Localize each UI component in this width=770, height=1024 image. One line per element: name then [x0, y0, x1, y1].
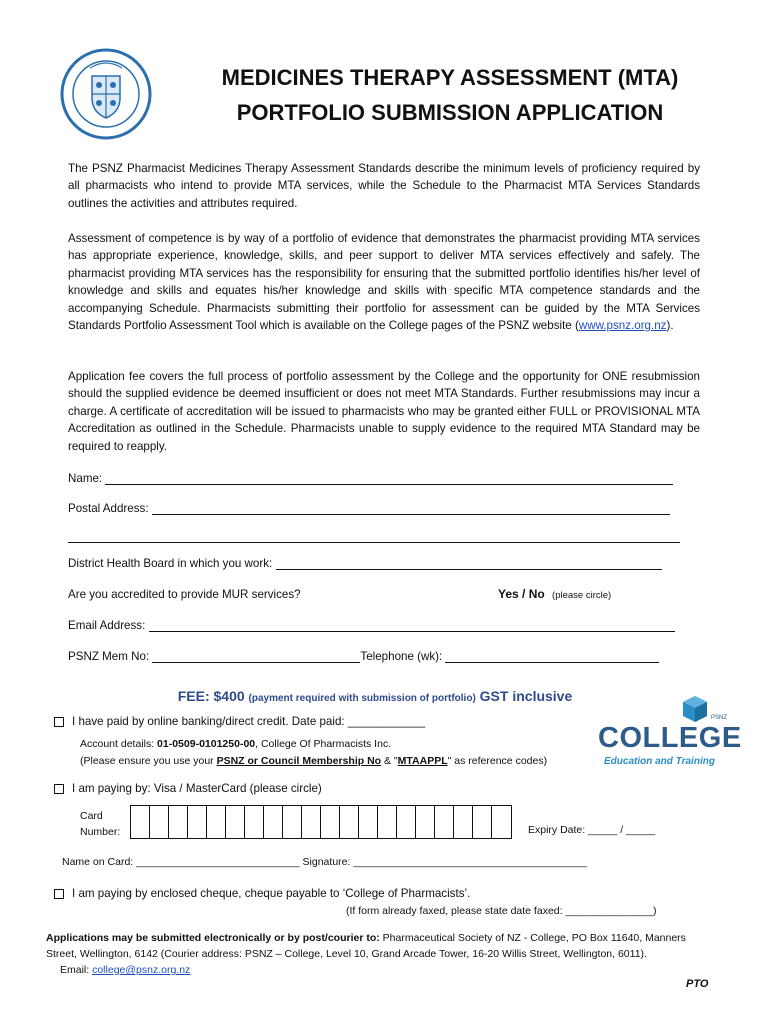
card-digit-box[interactable] — [473, 806, 492, 838]
expiry-date-field[interactable]: Expiry Date: _____ / _____ — [528, 824, 656, 836]
name-label: Name: — [68, 472, 103, 485]
card-option — [54, 782, 322, 795]
card-digit-box[interactable] — [321, 806, 340, 838]
cheque-option — [54, 887, 470, 900]
intro-paragraph: The PSNZ Pharmacist Medicines Therapy Assessment Standards describe the minimum levels of proficiency required by all pharmacists who intend to provide MTA services, while the Schedule to the Pharmacist MTA Services Standards outlines the activities and attributes required. — [68, 162, 700, 210]
email-prefix: Email: — [60, 964, 93, 976]
card-digit-box[interactable] — [302, 806, 321, 838]
online-banking-label: I have paid by online banking/direct credit. Date paid: ____________ — [72, 715, 426, 728]
card-digit-box[interactable] — [340, 806, 359, 838]
submission-heading: Applications may be submitted electronically or by post/courier to: — [46, 932, 380, 944]
mem-label: PSNZ Mem No: — [68, 650, 150, 663]
ref-suffix: " as reference codes) — [447, 755, 548, 767]
dhb-row — [68, 557, 662, 570]
assessment-text-end: ). — [666, 319, 674, 333]
college-tagline: Education and Training — [604, 756, 715, 767]
postal-address-field[interactable] — [152, 514, 670, 515]
ref-mid: & " — [381, 755, 398, 767]
name-field[interactable] — [105, 484, 673, 485]
account-prefix: Account details: — [80, 738, 158, 750]
card-digit-box[interactable] — [454, 806, 473, 838]
email-field[interactable] — [149, 631, 675, 632]
email-row — [68, 619, 675, 632]
fee-paragraph: Application fee covers the full process of portfolio assessment by the College and the opportunity for ONE resubmission should the supplied evidence be deemed insufficient or does not meet MTA Standards. Further resubmissions may incur a charge. A certificate of accreditation will be issued to pharmacists who may be granted either FULL or PROVISIONAL MTA Accreditation as outlined in the Schedule. Pharmacists unable to supply evidence to the required MTA Standard may be required to reapply. — [68, 370, 700, 453]
please-circle-hint: (please circle) — [552, 590, 612, 601]
mur-answer-row — [498, 587, 611, 601]
card-digit-box[interactable] — [378, 806, 397, 838]
card-number-label — [80, 808, 120, 840]
card-number-grid[interactable] — [130, 805, 512, 839]
card-digit-box[interactable] — [169, 806, 188, 838]
card-number-label-1: Card — [80, 810, 103, 822]
pto-note: PTO — [686, 978, 709, 990]
card-label: I am paying by: Visa / MasterCard (please circle) — [72, 782, 322, 795]
cheque-checkbox[interactable] — [54, 889, 64, 899]
account-details — [80, 738, 391, 750]
membership-row — [68, 650, 659, 663]
psnz-badge: PSNZ — [711, 715, 728, 721]
card-digit-box[interactable] — [416, 806, 435, 838]
dhb-label: District Health Board in which you work: — [68, 557, 273, 570]
card-digit-box[interactable] — [245, 806, 264, 838]
email-label: Email Address: — [68, 619, 146, 632]
name-row — [68, 472, 673, 485]
card-digit-box[interactable] — [131, 806, 150, 838]
card-digit-box[interactable] — [492, 806, 511, 838]
card-digit-box[interactable] — [359, 806, 378, 838]
postal-row — [68, 502, 670, 515]
submission-instructions — [46, 930, 686, 978]
reference-instructions — [80, 755, 547, 767]
card-digit-box[interactable] — [435, 806, 454, 838]
account-number: 01-0509-0101250-00 — [157, 738, 256, 750]
card-digit-box[interactable] — [188, 806, 207, 838]
ref-code: MTAAPPL — [397, 755, 448, 767]
cheque-label: I am paying by enclosed cheque, cheque payable to ‘College of Pharmacists’. — [72, 887, 471, 900]
fax-date-note[interactable]: (If form already faxed, please state date faxed: _______________) — [346, 905, 657, 917]
card-number-label-2: Number: — [80, 826, 121, 838]
ref-member: PSNZ or Council Membership No — [216, 755, 382, 767]
ref-prefix: (Please ensure you use your — [80, 755, 217, 767]
college-email-link[interactable]: college@psnz.org.nz — [92, 964, 191, 976]
card-digit-box[interactable] — [283, 806, 302, 838]
title-line-2: PORTFOLIO SUBMISSION APPLICATION — [236, 100, 664, 125]
account-suffix: , College Of Pharmacists Inc. — [255, 738, 392, 750]
card-digit-box[interactable] — [150, 806, 169, 838]
assessment-paragraph — [68, 230, 700, 334]
fee-gst: GST inclusive — [479, 688, 573, 704]
online-banking-checkbox[interactable] — [54, 717, 64, 727]
yes-no-choice[interactable]: Yes / No — [498, 587, 545, 601]
society-seal-logo — [60, 48, 152, 140]
title-line-1: MEDICINES THERAPY ASSESSMENT (MTA) — [221, 65, 679, 90]
dhb-field[interactable] — [276, 569, 662, 570]
telephone-field[interactable] — [445, 662, 659, 663]
online-banking-option — [54, 715, 425, 728]
college-cube-icon — [680, 694, 710, 724]
card-digit-box[interactable] — [226, 806, 245, 838]
fee-line — [0, 688, 760, 704]
card-digit-box[interactable] — [207, 806, 226, 838]
card-digit-box[interactable] — [264, 806, 283, 838]
submission-address: Pharmaceutical Society of NZ - College, PO Box 11640, Manners Street, Wellington, 6142 (Courier address: PSNZ – College, Level 10, Grand Arcade Tower, 16-20 Willis Street, Wellington, 6011). — [46, 932, 686, 960]
college-wordmark: COLLEGE — [598, 722, 742, 754]
mur-question: Are you accredited to provide MUR services? — [68, 588, 301, 601]
fee-amount: FEE: $400 — [177, 688, 245, 704]
card-digit-box[interactable] — [397, 806, 416, 838]
fee-note: (payment required with submission of portfolio) — [248, 693, 476, 704]
postal-label: Postal Address: — [68, 502, 149, 515]
assessment-text: Assessment of competence is by way of a portfolio of evidence that demonstrates the pharmacist providing MTA services has appropriate experience, knowledge, skills, and peer support to deliver MTA services effectively and safely. The pharmacist providing MTA services has the responsibility for ensuring that the submitted portfolio identifies his/her level of knowledge and skills and equates his/her knowledge and skills with specific MTA competence standards and the accompanying Schedule. Pharmacists submitting their portfolio for assessment can be guided by the MTA Services Standards Portfolio Assessment Tool which is available on the College pages of the PSNZ website ( — [68, 232, 700, 333]
name-signature-row[interactable]: Name on Card: ____________________________ Signature: ________________________________________ — [62, 856, 587, 868]
psnz-website-link[interactable]: www.psnz.org.nz — [578, 319, 667, 333]
card-checkbox[interactable] — [54, 784, 64, 794]
phone-label: Telephone (wk): — [360, 650, 443, 663]
membership-number-field[interactable] — [152, 662, 360, 663]
postal-address-field-line2[interactable] — [68, 526, 680, 543]
